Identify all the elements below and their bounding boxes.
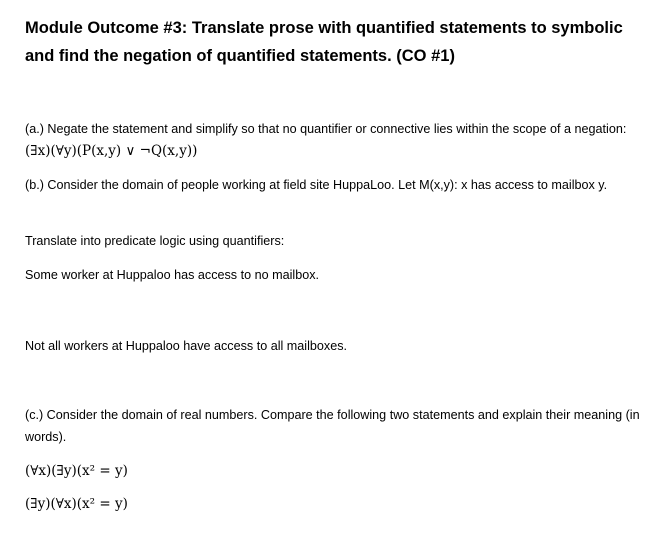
part-a-prompt	[25, 118, 647, 162]
part-c-formula-2: (∃y)(∀x)(x² = y)	[25, 496, 128, 512]
part-c-intro: (c.) Consider the domain of real numbers. Compare the following two statements and explain their meaning (in words).	[25, 408, 640, 444]
part-b-statement-2: Not all workers at Huppaloo have access to all mailboxes.	[25, 339, 347, 353]
module-heading: Module Outcome #3: Translate prose with quantified statements to symbolic and find the negation of quantified statements. (CO #1)	[25, 19, 623, 65]
part-a-text: (a.) Negate the statement and simplify so that no quantifier or connective lies within the scope of a negation:	[25, 122, 627, 136]
part-b-statement-1: Some worker at Huppaloo has access to no mailbox.	[25, 268, 320, 282]
part-b-intro: (b.) Consider the domain of people working at field site HuppaLoo. Let M(x,y): x has access to mailbox y.	[25, 178, 608, 192]
part-b-instruction: Translate into predicate logic using quantifiers:	[25, 234, 285, 248]
part-a-formula: (∃x)(∀y)(P(x,y) ∨ ¬Q(x,y))	[25, 143, 198, 159]
part-c-formula-1: (∀x)(∃y)(x² = y)	[25, 463, 128, 479]
